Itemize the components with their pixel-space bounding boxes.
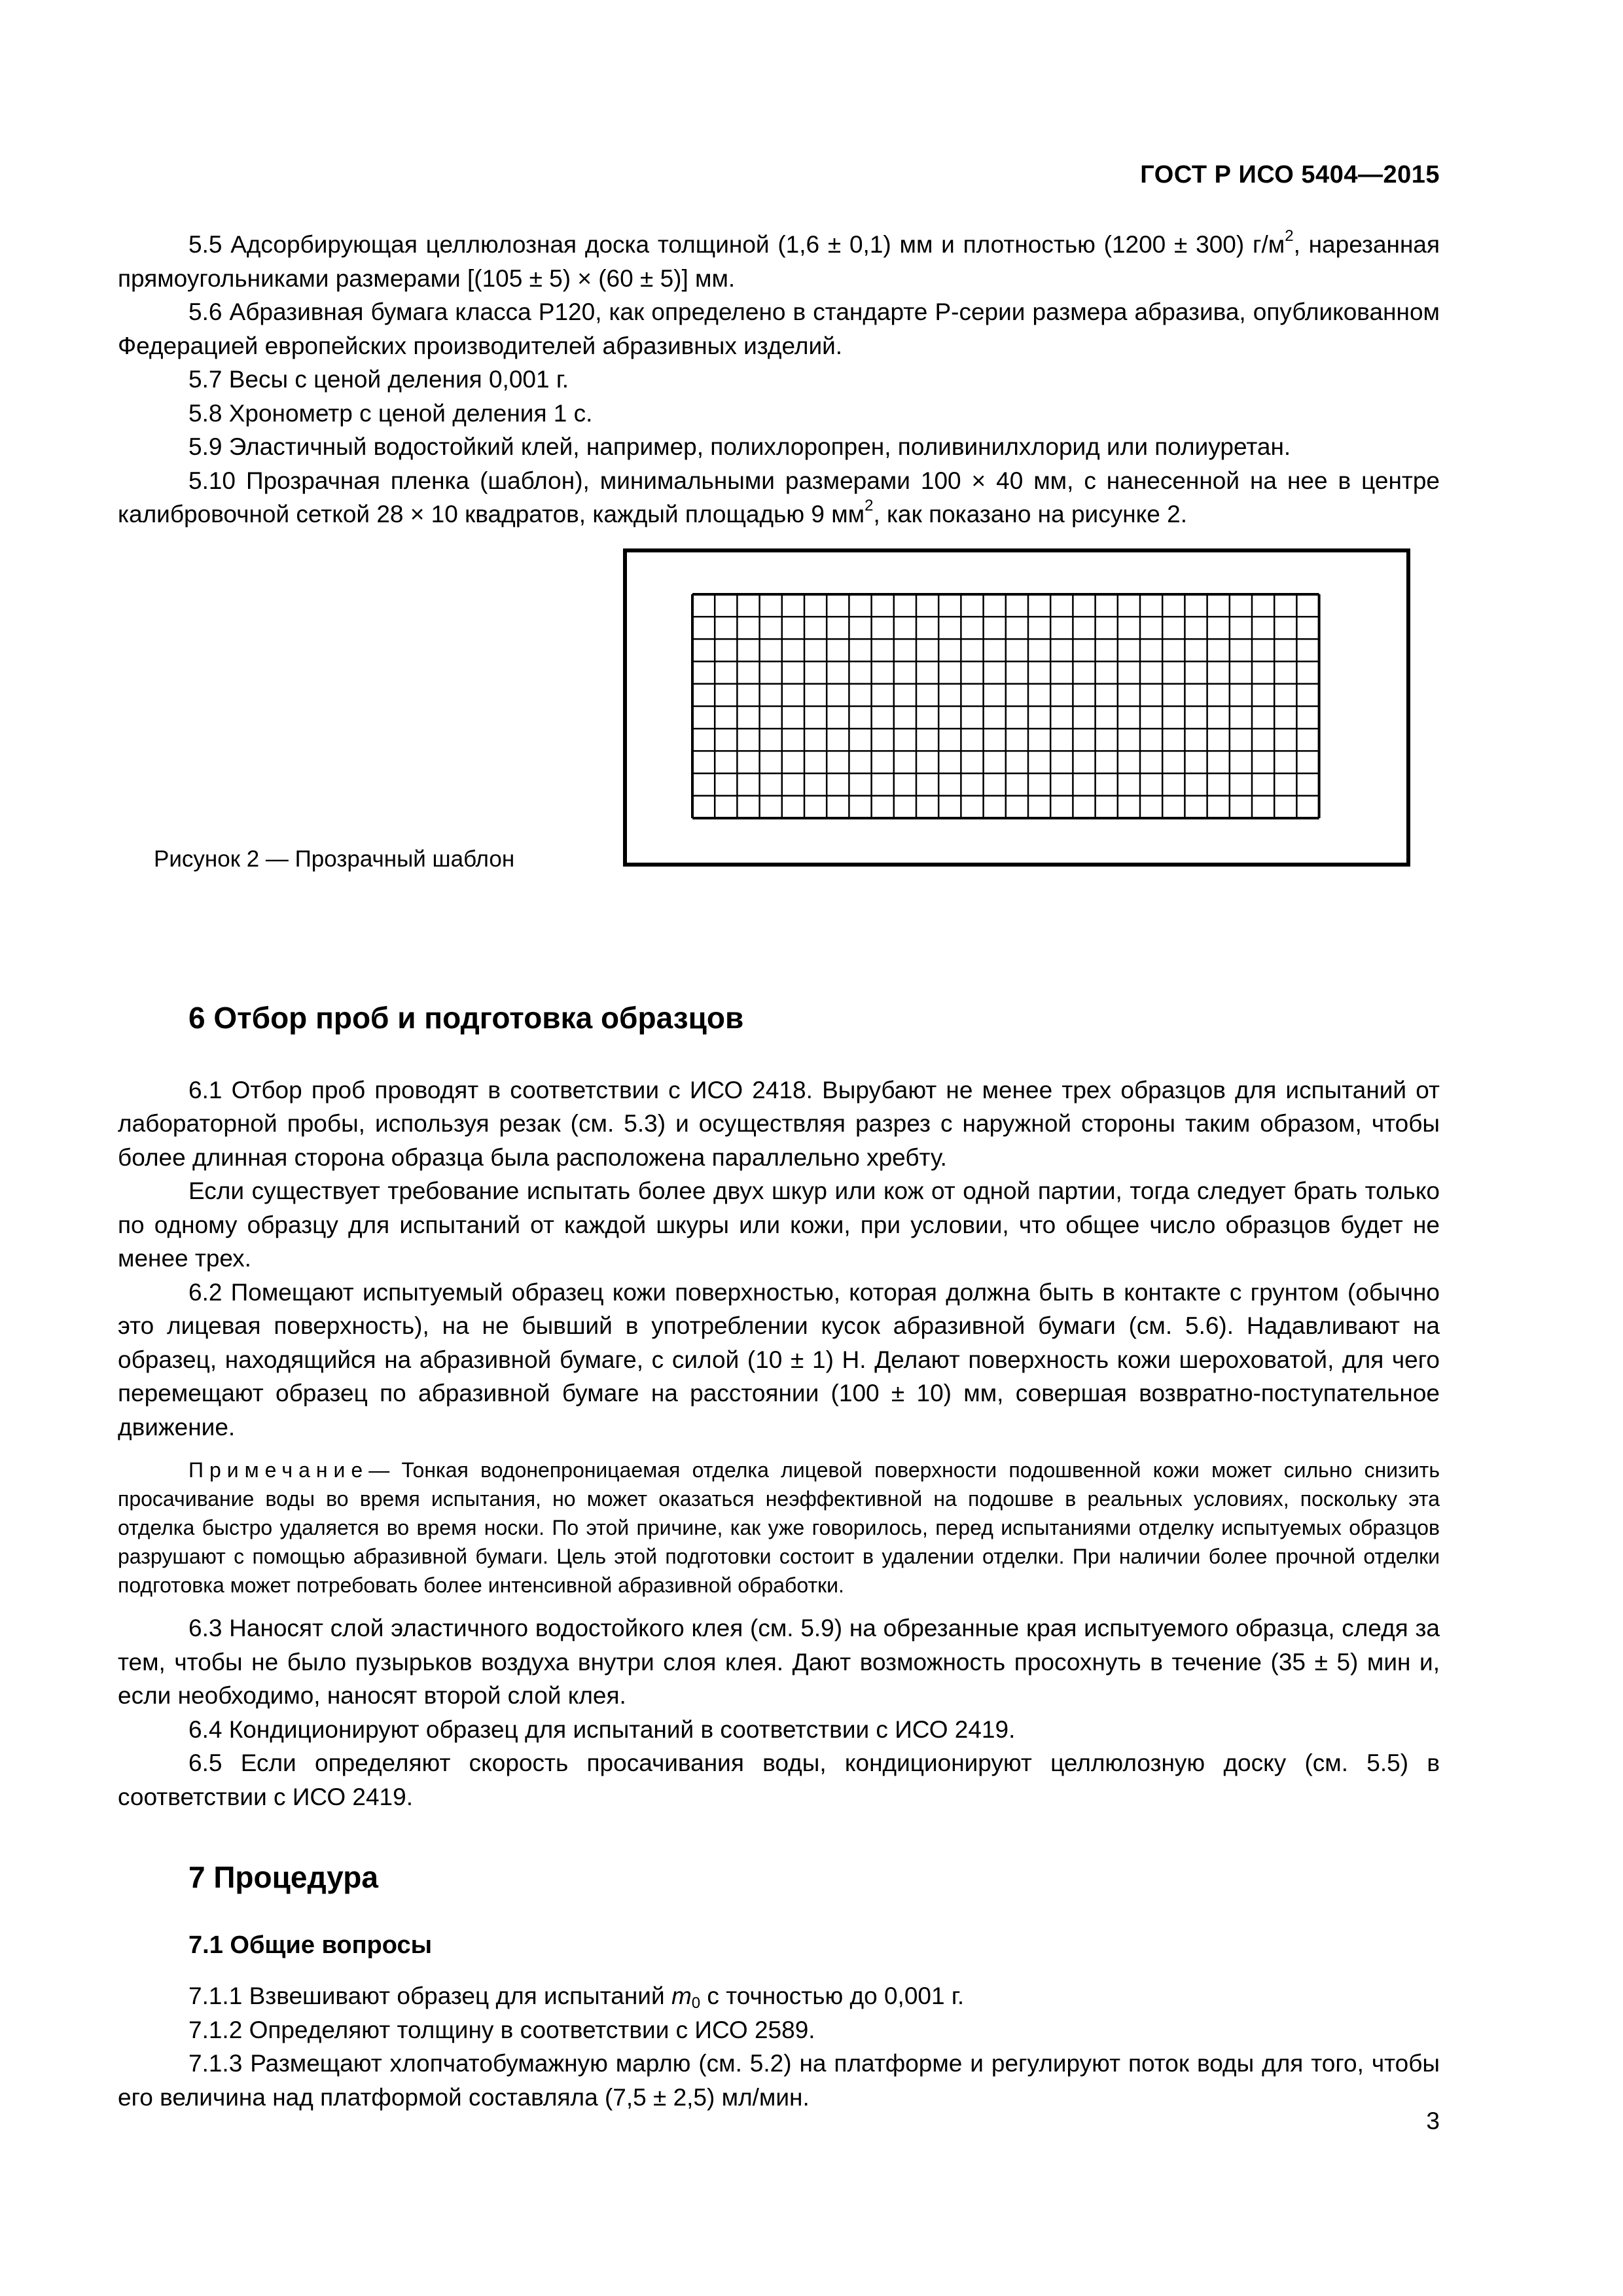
page-number: 3 [1426, 2108, 1440, 2134]
page-content [118, 228, 1440, 2114]
paragraph-5-8: 5.8 Хронометр с ценой деления 1 с. [188, 399, 593, 427]
paragraph-6-1: 6.1 Отбор проб проводят в соответствии с ИСО 2418. Вырубают не менее трех образцов для испытаний от лабораторной пробы, используя резак (см. 5.3) и осуществляя разрез с наружной стороны таким образом, чтобы более длинная сторона образца была расположена параллельно хребту. [118, 1076, 1440, 1171]
paragraph-7-1-1: 7.1.1 Взвешивают образец для испытаний $m_0$ с точностью до 0,001 г. [188, 1982, 965, 2012]
calibration-grid [627, 552, 1406, 863]
paragraph-7-1-2: 7.1.2 Определяют толщину в соответствии с ИСО 2589. [188, 2016, 815, 2043]
section-7-title: 7 Процедура [188, 1860, 378, 1894]
document-code: ГОСТ Р ИСО 5404—2015 [1140, 161, 1440, 188]
paragraph-5-10: 5.10 Прозрачная пленка (шаблон), минимальными размерами 100 × 40 мм, с нанесенной на нее в центре калибровочной сеткой 28 × 10 квадратов, каждый площадью 9 $мм^2$, как показано на рисунке 2. [118, 467, 1440, 528]
note-label: Примечание [188, 1458, 369, 1482]
paragraph-7-1-3: 7.1.3 Размещают хлопчатобумажную марлю (см. 5.2) на платформе и регулируют поток воды для того, чтобы его величина над платформой составляла (7,5 ± 2,5) мл/мин. [118, 2050, 1440, 2111]
paragraph-6-1-continued: Если существует требование испытать более двух шкур или кож от одной партии, тогда следует брать только по одному образцу для испытаний от каждой шкуры или кожи, при условии, что общее число образцов будет не менее трех. [118, 1177, 1440, 1272]
figure-2 [118, 542, 1440, 935]
note [118, 1456, 1440, 1600]
transparent-template-frame [623, 548, 1410, 867]
note-text: — Тонкая водонепроницаемая отделка лицевой поверхности подошвенной кожи может сильно снизить просачивание воды во время испытания, но может оказаться неэффективной на подошве в реальных условиях, поскольку эта отделка быстро удаляется во время носки. По этой причине, как уже говорилось, перед испытаниями отделку испытуемых образцов разрушают с помощью абразивной бумаги. Цель этой подготовки состоит в удалении отделки. При наличии более прочной отделки подготовка может потребовать более интенсивной абразивной обработки. [118, 1458, 1440, 1597]
paragraph-6-5: 6.5 Если определяют скорость просачивания воды, кондиционируют целлюлозную доску (см. 5.5) в соответствии с ИСО 2419. [118, 1749, 1440, 1810]
figure-caption: Рисунок 2 — Прозрачный шаблон [154, 846, 515, 872]
paragraph-5-5: 5.5 Адсорбирующая целлюлозная доска толщиной (1,6 ± 0,1) мм и плотностью (1200 ± 300) $г/м^2$, нарезанная прямоугольниками размерами [(105 ± 5) × (60 ± 5)] мм. [118, 226, 1440, 292]
section-6-title: 6 Отбор проб и подготовка образцов [188, 1000, 744, 1035]
paragraph-5-9: 5.9 Эластичный водостойкий клей, например, полихлоропрен, поливинилхлорид или полиуретан. [188, 433, 1291, 460]
paragraph-6-2: 6.2 Помещают испытуемый образец кожи поверхностью, которая должна быть в контакте с грунтом (обычно это лицевая поверхность), на не бывший в употреблении кусок абразивной бумаги (см. 5.6). Надавливают на образец, находящийся на абразивной бумаге, с силой (10 ± 1) Н. Делают поверхность кожи шероховатой, для чего перемещают образец по абразивной бумаге на расстоянии (100 ± 10) мм, совершая возвратно-поступательное движение. [118, 1278, 1440, 1441]
paragraph-6-3: 6.3 Наносят слой эластичного водостойкого клея (см. 5.9) на обрезанные края испытуемого образца, следя за тем, чтобы не было пузырьков воздуха внутри слоя клея. Дают возможность просохнуть в течение (35 ± 5) мин и, если необходимо, наносят второй слой клея. [118, 1615, 1440, 1709]
subsection-7-1-title: 7.1 Общие вопросы [188, 1931, 433, 1959]
paragraph-6-4: 6.4 Кондиционируют образец для испытаний в соответствии с ИСО 2419. [188, 1715, 1016, 1743]
paragraph-5-7: 5.7 Весы с ценой деления 0,001 г. [188, 366, 569, 393]
paragraph-5-6: 5.6 Абразивная бумага класса P120, как определено в стандарте P-серии размера абразива, опубликованном Федерацией европейских производителей абразивных изделий. [118, 298, 1440, 359]
